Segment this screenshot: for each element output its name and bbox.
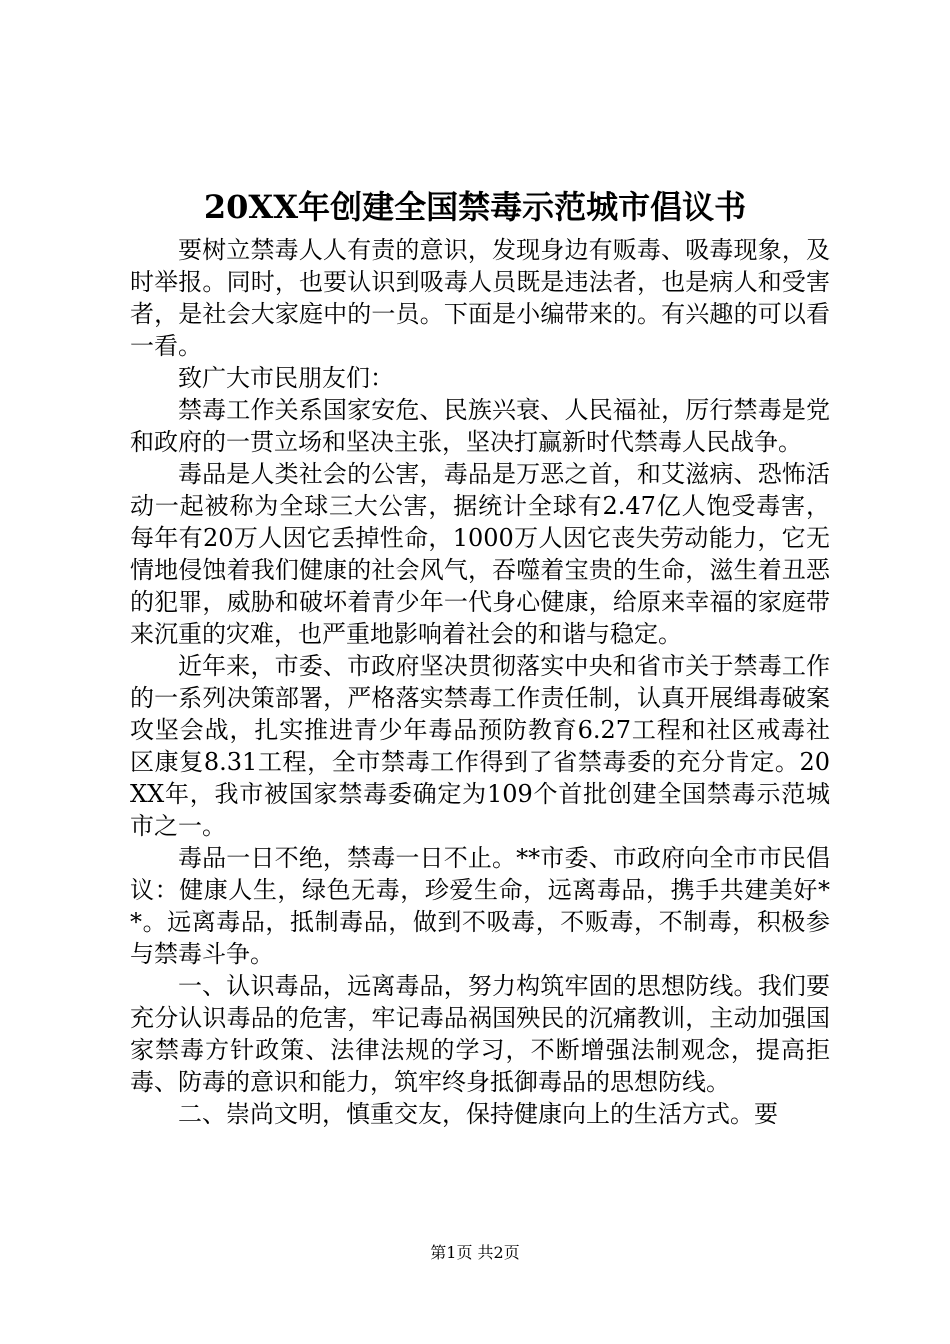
page-number: 第1页 共2页 (430, 1243, 520, 1262)
paragraph-salutation: 致广大市民朋友们： (178, 364, 394, 392)
paragraph-intro: 要树立禁毒人人有责的意识，发现身边有贩毒、吸毒现象，及时举报。同时，也要认识到吸毒人员既是违法者，也是病人和受害者，是社会大家庭中的一员。下面是小编带来的。有兴趣的可以看一看。 (130, 236, 830, 360)
paragraph-point-two: 二、崇尚文明，慎重交友，保持健康向上的生活方式。要 (178, 1100, 778, 1128)
paragraph-achievements: 近年来，市委、市政府坚决贯彻落实中央和省市关于禁毒工作的一系列决策部署，严格落实禁毒工作责任制，认真开展缉毒破案攻坚会战，扎实推进青少年毒品预防教育6.27工程和社区戒毒社区康复8.31工程，全市禁毒工作得到了省禁毒委的充分肯定。20XX年，我市被国家禁毒委确定为109个首批创建全国禁毒示范城市之一。 (130, 652, 830, 840)
paragraph-harm: 毒品是人类社会的公害，毒品是万恶之首，和艾滋病、恐怖活动一起被称为全球三大公害，据统计全球有2.47亿人饱受毒害，每年有20万人因它丢掉性命，1000万人因它丧失劳动能力，它无情地侵蚀着我们健康的社会风气，吞噬着宝贵的生命，滋生着丑恶的犯罪，威胁和破坏着青少年一代身心健康，给原来幸福的家庭带来沉重的灾难，也严重地影响着社会的和谐与稳定。 (130, 460, 830, 648)
document-title: 20XX年创建全国禁毒示范城市倡议书 (203, 188, 747, 226)
paragraph-point-one: 一、认识毒品，远离毒品，努力构筑牢固的思想防线。我们要充分认识毒品的危害，牢记毒品祸国殃民的沉痛教训，主动加强国家禁毒方针政策、法律法规的学习，不断增强法制观念，提高拒毒、防毒的意识和能力，筑牢终身抵御毒品的思想防线。 (130, 972, 830, 1096)
paragraph-significance: 禁毒工作关系国家安危、民族兴衰、人民福祉，厉行禁毒是党和政府的一贯立场和坚决主张，坚决打赢新时代禁毒人民战争。 (130, 396, 830, 456)
paragraph-initiative: 毒品一日不绝，禁毒一日不止。**市委、市政府向全市市民倡议：健康人生，绿色无毒，珍爱生命，远离毒品，携手共建美好**。远离毒品，抵制毒品，做到不吸毒，不贩毒，不制毒，积极参与禁毒斗争。 (130, 844, 830, 968)
document-body (130, 234, 830, 1130)
